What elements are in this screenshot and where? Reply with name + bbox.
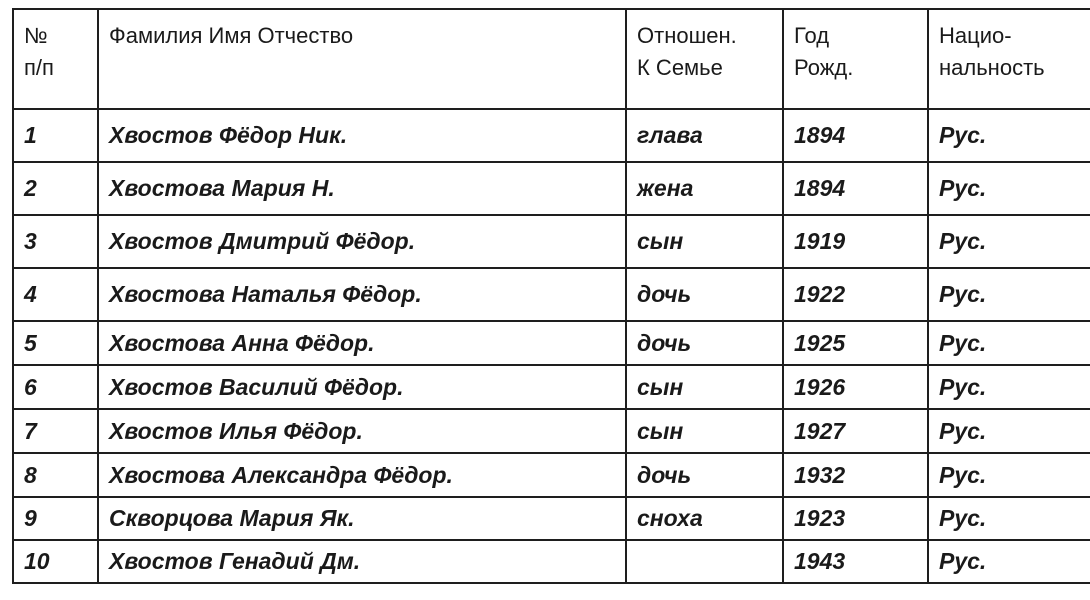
table-row: [13, 497, 1090, 540]
row-birth-year: 1894: [783, 162, 928, 215]
header-number-line1: №: [24, 23, 48, 48]
header-birth-year-line1: Год: [794, 23, 830, 48]
row-full-name: Хвостова Александра Фёдор.: [98, 453, 626, 497]
row-relation: сын: [626, 215, 783, 268]
row-full-name: Скворцова Мария Як.: [98, 497, 626, 540]
row-nationality: Рус.: [928, 162, 1090, 215]
row-number: 1: [13, 109, 98, 162]
row-full-name: Хвостов Василий Фёдор.: [98, 365, 626, 409]
table-row: [13, 321, 1090, 365]
header-full-name-text: Фамилия Имя Отчество: [109, 23, 354, 48]
row-number: 8: [13, 453, 98, 497]
row-relation: дочь: [626, 268, 783, 321]
row-relation: снохa: [626, 497, 783, 540]
row-nationality: Рус.: [928, 268, 1090, 321]
header-birth-year: [783, 9, 928, 109]
header-number: [13, 9, 98, 109]
row-relation: жена: [626, 162, 783, 215]
row-nationality: Рус.: [928, 215, 1090, 268]
row-birth-year: 1922: [783, 268, 928, 321]
row-relation: [626, 540, 783, 583]
row-full-name: Хвостов Генадий Дм.: [98, 540, 626, 583]
header-nationality-line1: Нацио-: [939, 23, 1012, 48]
row-number: 9: [13, 497, 98, 540]
row-full-name: Хвостов Дмитрий Фёдор.: [98, 215, 626, 268]
row-birth-year: 1932: [783, 453, 928, 497]
row-birth-year: 1894: [783, 109, 928, 162]
row-number: 2: [13, 162, 98, 215]
row-nationality: Рус.: [928, 109, 1090, 162]
row-nationality: Рус.: [928, 453, 1090, 497]
header-row: [13, 9, 1090, 109]
table-row: [13, 162, 1090, 215]
row-number: 4: [13, 268, 98, 321]
table-row: [13, 109, 1090, 162]
row-relation: дочь: [626, 453, 783, 497]
row-number: 6: [13, 365, 98, 409]
row-number: 7: [13, 409, 98, 453]
row-nationality: Рус.: [928, 540, 1090, 583]
header-relation-line2: К Семье: [637, 55, 723, 80]
row-birth-year: 1926: [783, 365, 928, 409]
row-nationality: Рус.: [928, 409, 1090, 453]
row-full-name: Хвостов Илья Фёдор.: [98, 409, 626, 453]
family-table: [12, 8, 1090, 584]
table-row: [13, 365, 1090, 409]
table-row: [13, 540, 1090, 583]
row-relation: дочь: [626, 321, 783, 365]
row-relation: сын: [626, 409, 783, 453]
row-full-name: Хвостова Мария Н.: [98, 162, 626, 215]
header-birth-year-line2: Рожд.: [794, 55, 854, 80]
row-nationality: Рус.: [928, 497, 1090, 540]
row-nationality: Рус.: [928, 321, 1090, 365]
row-birth-year: 1919: [783, 215, 928, 268]
row-birth-year: 1943: [783, 540, 928, 583]
row-relation: сын: [626, 365, 783, 409]
row-number: 10: [13, 540, 98, 583]
table-row: [13, 268, 1090, 321]
row-full-name: Хвостов Фёдор Ник.: [98, 109, 626, 162]
row-number: 5: [13, 321, 98, 365]
header-relation: [626, 9, 783, 109]
row-full-name: Хвостова Анна Фёдор.: [98, 321, 626, 365]
header-full-name: [98, 9, 626, 109]
header-nationality: [928, 9, 1090, 109]
header-nationality-line2: нальность: [939, 55, 1045, 80]
header-number-line2: п/п: [24, 55, 54, 80]
row-birth-year: 1923: [783, 497, 928, 540]
row-relation: глава: [626, 109, 783, 162]
row-birth-year: 1925: [783, 321, 928, 365]
row-nationality: Рус.: [928, 365, 1090, 409]
row-full-name: Хвостова Наталья Фёдор.: [98, 268, 626, 321]
row-birth-year: 1927: [783, 409, 928, 453]
table-row: [13, 215, 1090, 268]
table-row: [13, 453, 1090, 497]
row-number: 3: [13, 215, 98, 268]
header-relation-line1: Отношен.: [637, 23, 737, 48]
table-row: [13, 409, 1090, 453]
